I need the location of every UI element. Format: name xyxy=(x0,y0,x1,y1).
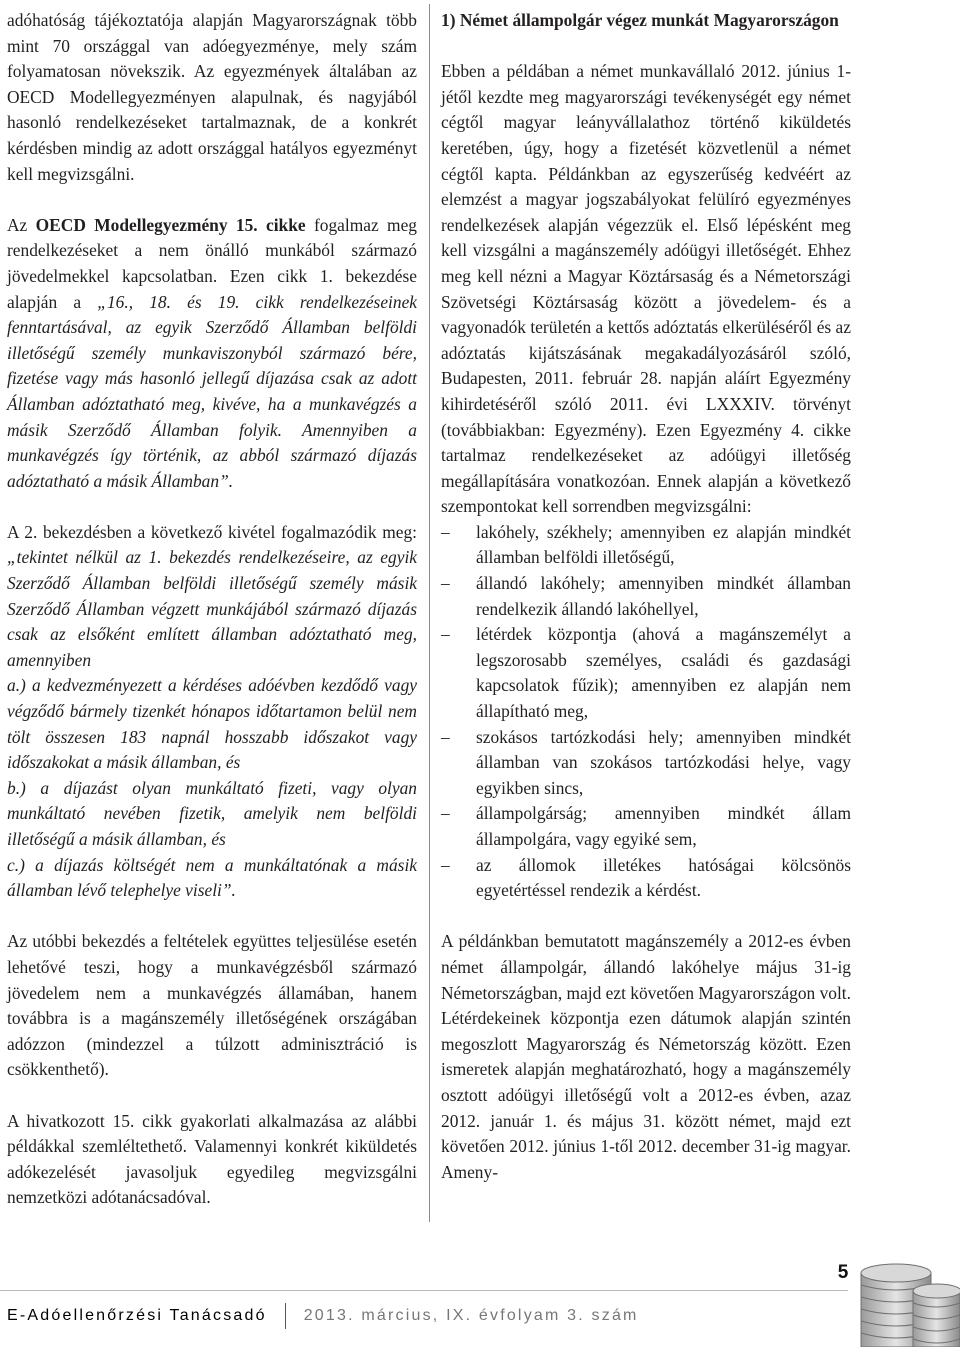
article-15-text-b: fogalmaz meg rendelkezéseket a nem önálló munkából származó jövedelmekkel kapcsolatban. Ezen cikk 1. bekezdése alapján a xyxy=(7,214,417,312)
footer-divider xyxy=(285,1303,286,1329)
example-heading: 1) Német állampolgár végez munkát Magyarországon xyxy=(441,10,839,30)
list-item: – lakóhely, székhely; amennyiben ez alapján mindkét államban belföldi illetőségű, xyxy=(441,520,851,571)
article-15-paragraph xyxy=(7,213,417,495)
paragraph-2-exception xyxy=(7,520,417,674)
example-paragraph: Ebben a példában a német munkavállaló 2012. június 1-jétől kezdte meg magyarországi tevékenységét egy német cégtől magyar leányvállalathoz történő kiküldetés keretében, úgy, hogy a fizetését közvetlenül a német cégtől kapta. Példánkban az egyszerűség kedvéért az elemzést a magyar jogszabályokat felülíró egyezményes rendelkezések alapján végezzük el. Első lépésként meg kell vizsgálni a magánszemély adóügyi illetőségét. Ehhez meg kell nézni a Magyar Köztársaság és a Németországi Szövetségi Köztársaság között a jövedelem- és a vagyonadók területén a kettős adóztatás elkerüléséről és az adóztatás kijátszásának megakadályozásáról szóló, Budapesten, 2011. február 28. napján aláírt Egyezmény kihirdetéséről szóló 2011. évi LXXXIV. törvényt (továbbiakban: Egyezmény). Ezen Egyezmény 4. cikke tartalmaz rendelkezéseket az adóügyi illetőség megállapítására vonatkozóan. Ennek alapján a következő szempontokat kell sorrendben megvizsgálni: xyxy=(441,61,851,517)
list-item: – állandó lakóhely; amennyiben mindkét államban rendelkezik állandó lakóhellyel, xyxy=(441,571,851,622)
list-item: – az állomok illetékes hatóságai kölcsönös egyetértéssel rendezik a kérdést. xyxy=(441,853,851,904)
list-item: – állampolgárság; amennyiben mindkét állam állampolgára, vagy egyiké sem, xyxy=(441,801,851,852)
issue-info: 2013. március, IX. évfolyam 3. szám xyxy=(303,1307,639,1324)
condition-b: b.) a díjazást olyan munkáltató fizeti, vagy olyan munkáltató nevében fizetik, amelyik nem belföldi illetőségű a másik államban, és xyxy=(7,777,417,849)
article-15-title: OECD Modellegyezmény 15. cikke xyxy=(35,214,306,235)
list-item: – létérdek központja (ahová a magánszemélyt a legszorosabb személyes, családi és gazdasági kapcsolatok fűzik); amennyiben ez alapján nem állapítható meg, xyxy=(441,622,851,724)
condition-c: c.) a díjazás költségét nem a munkáltatónak a másik államban lévő telephelye viseli”. xyxy=(7,854,417,901)
column-divider xyxy=(429,4,430,1222)
condition-a: a.) a kedvezményezett a kérdéses adóévben kezdődő vagy végződő bármely tizenkét hónapos időtartamon belül nem tölt összesen 183 napnál hosszabb időszakot vagy időszakokat a másik államban, és xyxy=(7,675,417,773)
article-15-text-a: Az xyxy=(7,214,36,235)
article-15-quote: „16., 18. és 19. cikk rendelkezéseinek fenntartásával, az egyik Szerződő Államban belföldi illetőségű személy munkaviszonyból származó bére, fizetése vagy más hasonló jellegű díjazása csak az adott Államban adóztatható meg, kivéve, ha a munkavégzés a másik Szerződő Államban folyik. Amennyiben a munkavégzés így történik, az abból származó díjazás adóztatható a másik Államban”. xyxy=(7,291,418,491)
footer-rule xyxy=(0,1290,848,1291)
right-column xyxy=(441,8,851,1185)
joint-conditions-paragraph: Az utóbbi bekezdés a feltételek együttes teljesülése esetén lehetővé teszi, hogy a munkavégzésből származó jövedelem nem a munkavégzés államában, hanem továbbra is a magánszemély illetőségének országában adózzon (mindezzel a túlzott adminisztráció is csökkenthető). xyxy=(7,931,417,1080)
exception-quote: „tekintet nélkül az 1. bekezdés rendelkezéseire, az egyik Szerződő Államban belföldi illetőségű személy másik Szerződő Államban végzett munkájából származó díjazás csak az elsőként említett államban adóztatható meg, amennyiben xyxy=(7,547,417,670)
footer xyxy=(7,1299,847,1333)
coin-stack-icon xyxy=(853,1233,960,1347)
left-column xyxy=(7,8,417,1211)
criteria-list xyxy=(441,520,851,904)
exception-intro: A 2. bekezdésben a következő kivétel fogalmazódik meg: xyxy=(7,521,417,542)
page-number: 5 xyxy=(837,1262,849,1283)
list-item: – szokásos tartózkodási hely; amennyiben mindkét államban van szokásos tartózkodási helye, vagy egyikben sincs, xyxy=(441,725,851,802)
publication-title: E-Adóellenőrzési Tanácsadó xyxy=(7,1307,267,1324)
examples-intro-paragraph: A hivatkozott 15. cikk gyakorlati alkalmazása az alábbi példákkal szemléltethető. Valamennyi konkrét kiküldetés adókezelését javasoljuk egyedileg megvizsgálni nemzetközi adótanácsadóval. xyxy=(7,1110,417,1208)
intro-paragraph: adóhatóság tájékoztatója alapján Magyarországnak több mint 70 országgal van adóegyezménye, mely szám folyamatosan növekszik. Az egyezmények általában az OECD Modellegyezményen alapulnak, és nagyjából hasonló rendelkezéseket tartalmaznak, de a konkrét kérdésben mindig az adott országgal hatályos egyezményt kell megvizsgálni. xyxy=(7,10,417,184)
conclusion-paragraph: A példánkban bemutatott magánszemély a 2012-es évben német állampolgár, állandó lakóhelye május 31-ig Németországban, majd ezt követően Magyarországon volt. Létérdekeinek központja ezen dátumok alapján szintén megoszlott Magyarország és Németország között. Ezen ismeretek alapján meghatározható, hogy a magánszemély osztott adóügyi illetőségű volt a 2012-es évben, azaz 2012. január 1. és május 31. között német, majd ezt követően 2012. június 1-től 2012. december 31-ig magyar. Ameny- xyxy=(441,931,851,1182)
